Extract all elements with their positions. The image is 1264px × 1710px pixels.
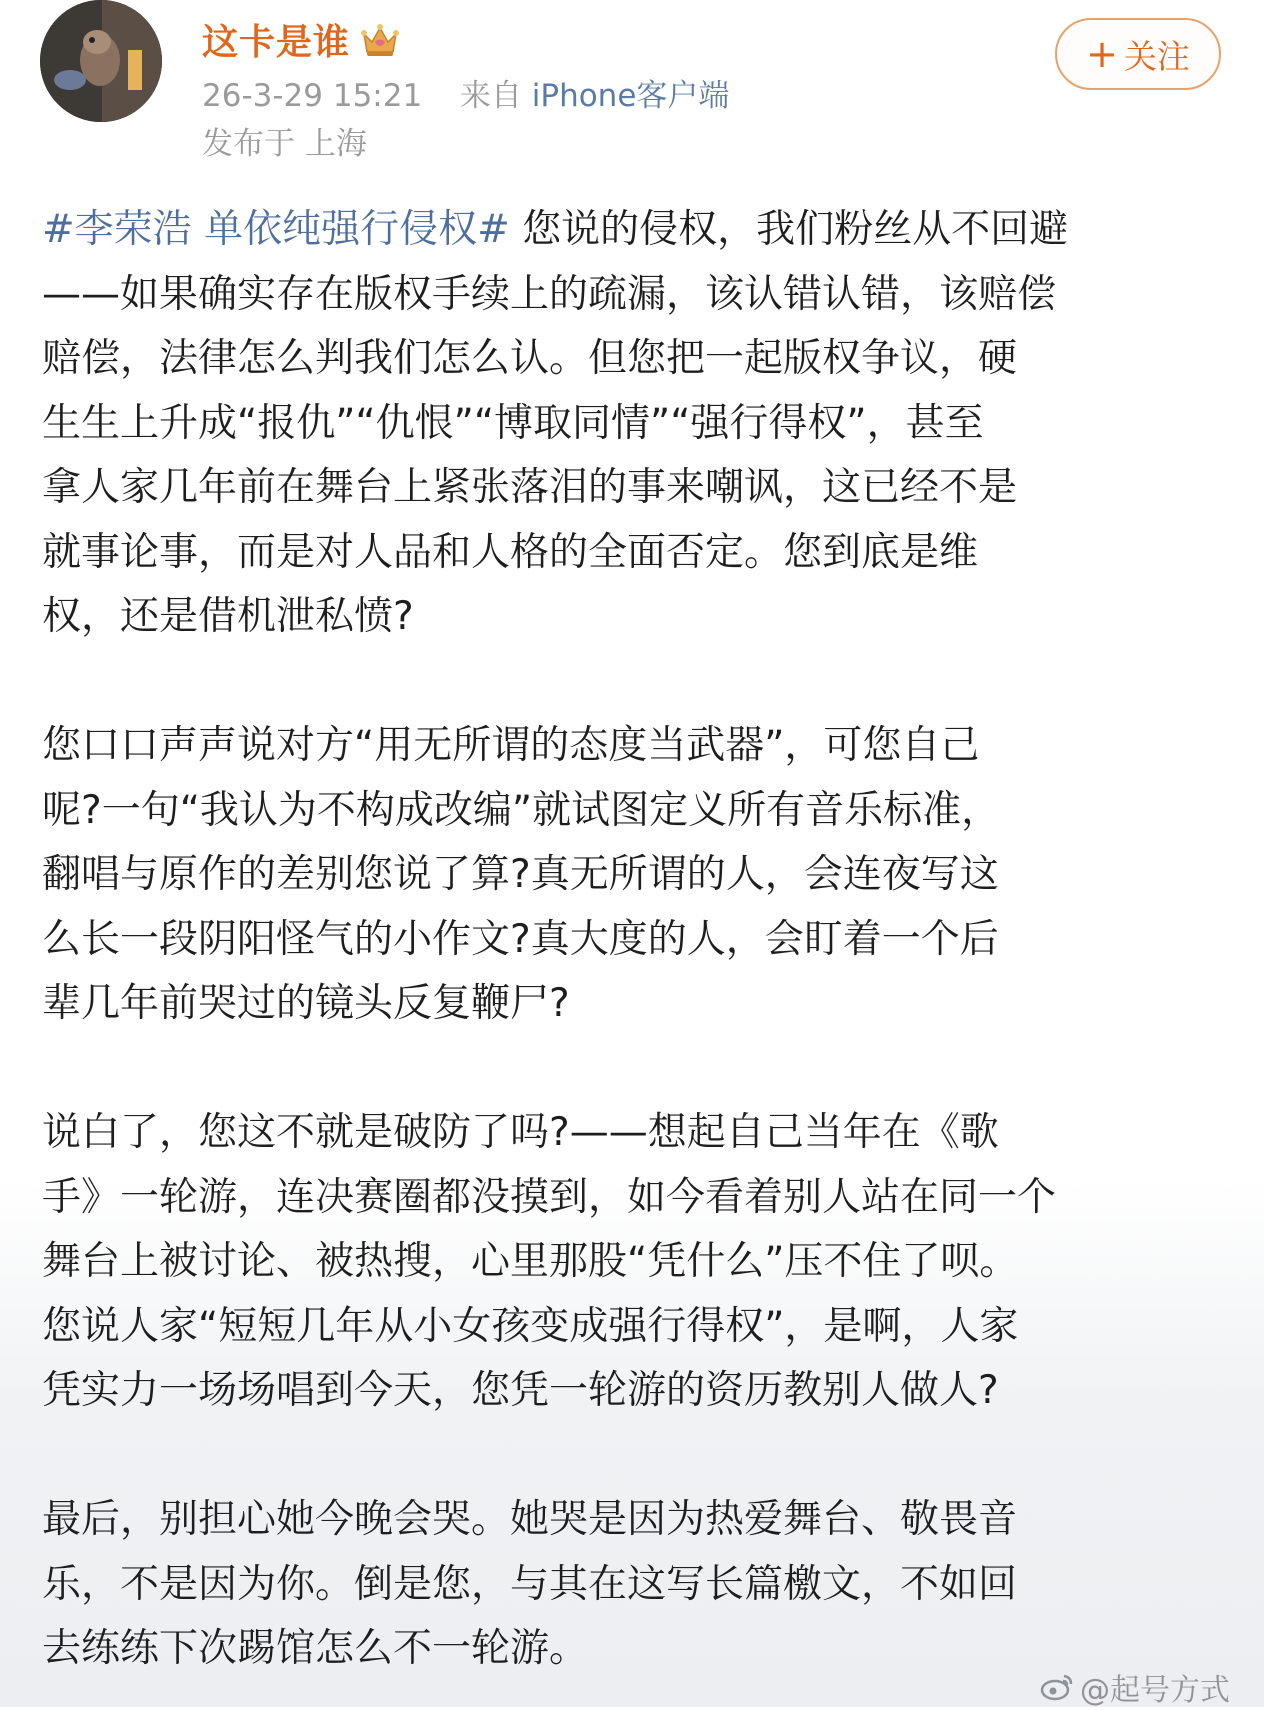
post-location: 发布于 上海 <box>202 126 367 162</box>
watermark <box>1040 1665 1230 1709</box>
watermark-text: @起号方式 <box>1080 1673 1230 1708</box>
post-line: 翻唱与原作的差别您说了算?真无所谓的人，会连夜写这 <box>42 852 999 897</box>
post-line: 去练练下次踢馆怎么不一轮游。 <box>42 1626 589 1671</box>
avatar[interactable] <box>40 0 162 122</box>
crown-icon <box>360 22 400 58</box>
post-line <box>42 198 1232 263</box>
post-line: 说白了，您这不就是破防了吗?——想起自己当年在《歌 <box>42 1110 999 1155</box>
post-line: 拿人家几年前在舞台上紧张落泪的事来嘲讽，这已经不是 <box>42 465 1018 510</box>
post-line: 生生上升成“报仇”“仇恨”“博取同情”“强行得权”，甚至 <box>42 400 984 446</box>
paragraph-gap <box>42 650 1232 715</box>
post-line: 手》一轮游，连决赛圈都没摸到，如今看着别人站在同一个 <box>42 1174 1057 1220</box>
username[interactable] <box>202 14 400 65</box>
post-line: 凭实力一场场唱到今天，您凭一轮游的资历教别人做人? <box>42 1368 999 1413</box>
post-line: 最后，别担心她今晚会哭。她哭是因为热爱舞台、敬畏音 <box>42 1497 1018 1542</box>
post-body <box>42 198 1232 1682</box>
follow-button[interactable] <box>1055 18 1221 90</box>
post-line: 么长一段阴阳怪气的小作文?真大度的人，会盯着一个后 <box>42 916 999 962</box>
post-line: 呢?一句“我认为不构成改编”就试图定义所有音乐标准， <box>42 787 1001 833</box>
post-line: 赔偿，法律怎么判我们怎么认。但您把一起版权争议，硬 <box>42 336 1018 381</box>
source-link[interactable]: iPhone客户端 <box>531 78 730 114</box>
username-text[interactable]: 这卡是谁 <box>202 22 351 63</box>
post-line: ——如果确实存在版权手续上的疏漏，该认错认错，该赔偿 <box>42 271 1057 317</box>
paragraph-gap <box>42 1037 1232 1102</box>
hashtag-link[interactable]: #李荣浩 单依纯强行侵权# <box>42 207 510 252</box>
follow-label: 关注 <box>1123 36 1190 76</box>
weibo-logo-icon <box>1040 1672 1074 1702</box>
post-line: 辈几年前哭过的镜头反复鞭尸? <box>42 981 570 1026</box>
post-line-text: 您说的侵权，我们粉丝从不回避 <box>509 207 1069 252</box>
plus-icon: + <box>1086 32 1118 76</box>
post-line: 就事论事，而是对人品和人格的全面否定。您到底是维 <box>42 529 979 575</box>
post-line: 您说人家“短短几年从小女孩变成强行得权”，是啊，人家 <box>42 1303 1019 1349</box>
post-line: 权，还是借机泄私愤? <box>42 594 414 639</box>
post-line: 您口口声声说对方“用无所谓的态度当武器”，可您自己 <box>42 723 980 768</box>
post-line: 乐，不是因为你。倒是您，与其在这写长篇檄文，不如回 <box>42 1561 1018 1607</box>
post-time: 26-3-29 15:21 <box>202 78 423 114</box>
post-line: 舞台上被讨论、被热搜，心里那股“凭什么”压不住了呗。 <box>42 1239 1019 1284</box>
post-meta <box>202 70 729 115</box>
source-prefix: 来自 <box>459 78 522 114</box>
paragraph-gap <box>42 1424 1232 1489</box>
